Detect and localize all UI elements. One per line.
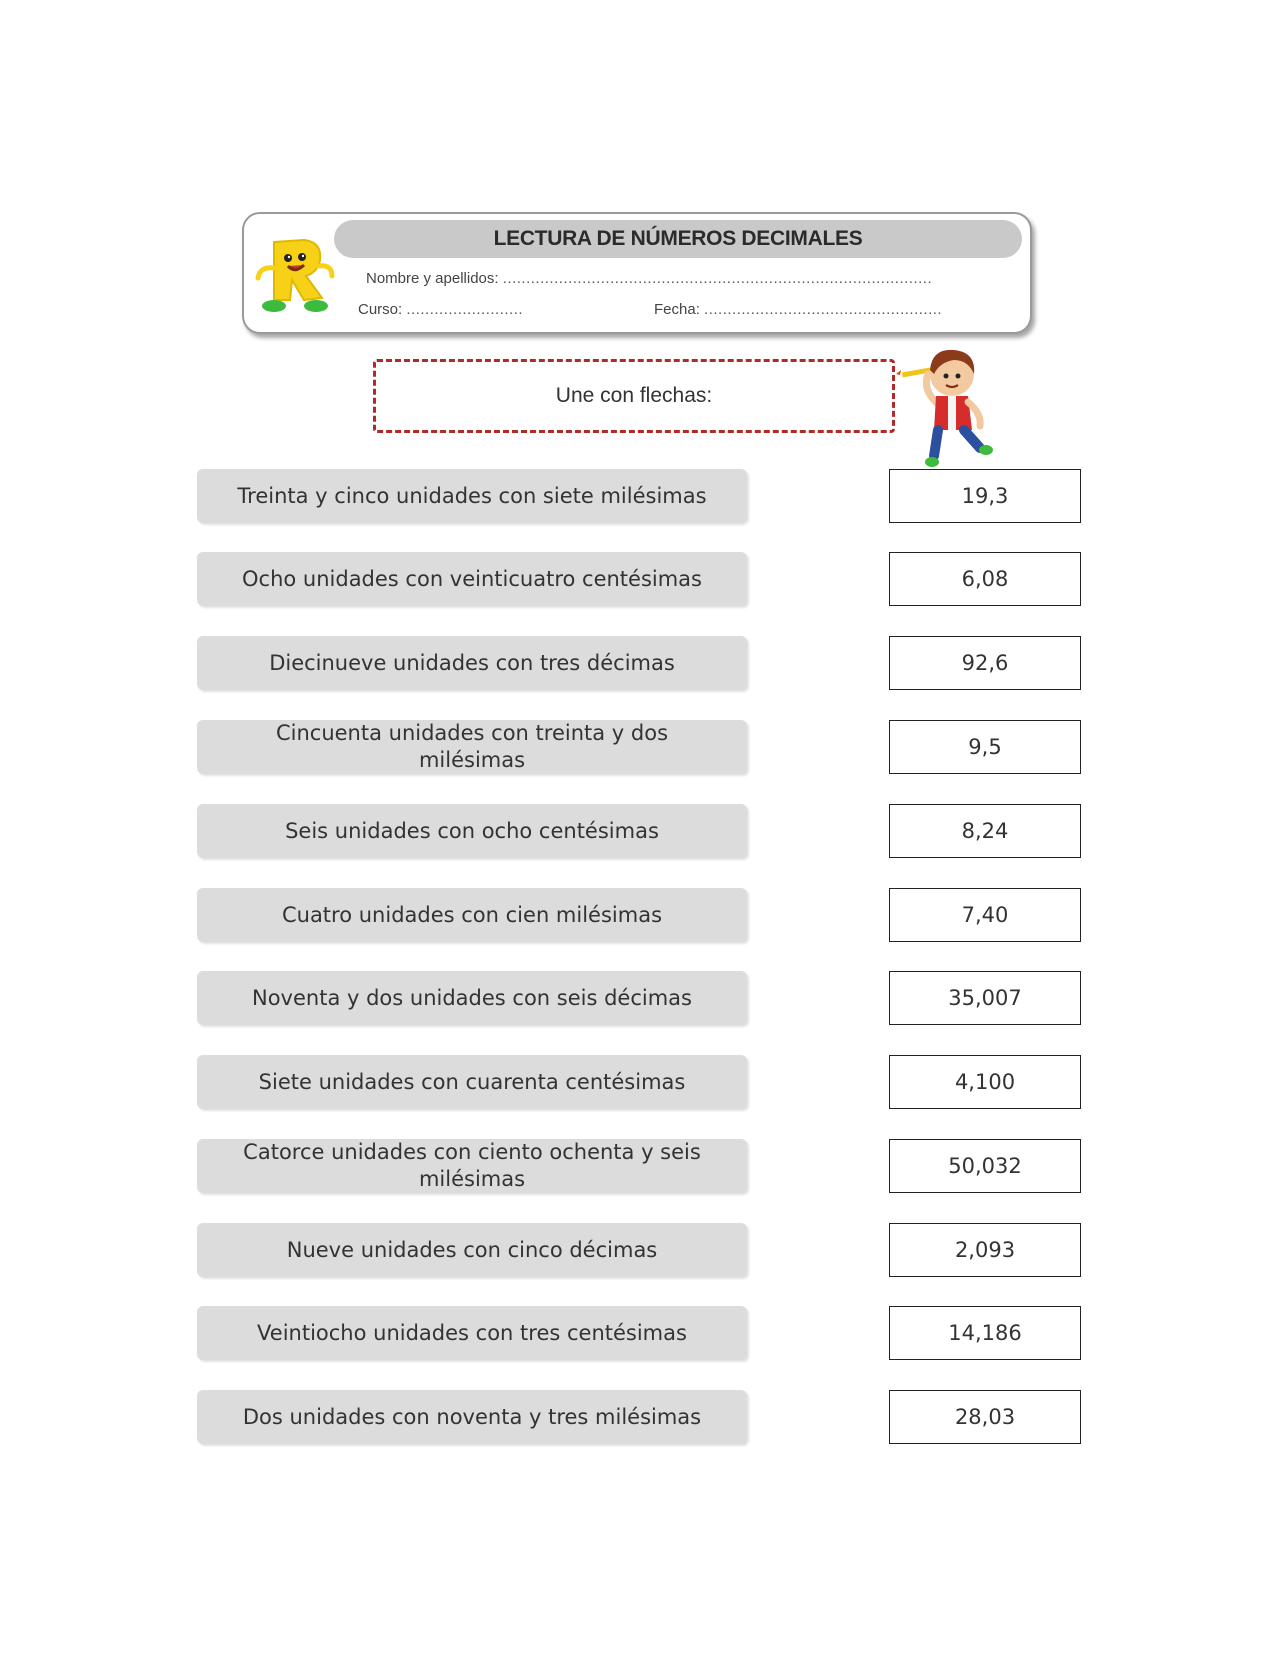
date-field bbox=[654, 301, 942, 318]
phrase-item[interactable]: Dos unidades con noventa y tres milésimas bbox=[197, 1390, 747, 1444]
number-item[interactable]: 9,5 bbox=[889, 720, 1081, 774]
course-field bbox=[358, 301, 523, 318]
name-label: Nombre y apellidos: bbox=[366, 270, 499, 287]
phrase-item[interactable]: Treinta y cinco unidades con siete milésimas bbox=[197, 469, 747, 523]
phrase-item[interactable]: Catorce unidades con ciento ochenta y seis milésimas bbox=[197, 1139, 747, 1193]
number-item[interactable]: 7,40 bbox=[889, 888, 1081, 942]
date-dots: ................................................... bbox=[704, 301, 943, 318]
worksheet-title: LECTURA DE NÚMEROS DECIMALES bbox=[334, 220, 1022, 258]
number-item[interactable]: 19,3 bbox=[889, 469, 1081, 523]
number-item[interactable]: 28,03 bbox=[889, 1390, 1081, 1444]
number-item[interactable]: 8,24 bbox=[889, 804, 1081, 858]
phrase-item[interactable]: Ocho unidades con veinticuatro centésimas bbox=[197, 552, 747, 606]
phrase-item[interactable]: Noventa y dos unidades con seis décimas bbox=[197, 971, 747, 1025]
phrase-item[interactable]: Seis unidades con ocho centésimas bbox=[197, 804, 747, 858]
phrase-item[interactable]: Siete unidades con cuarenta centésimas bbox=[197, 1055, 747, 1109]
letter-r-mascot-icon bbox=[252, 232, 336, 318]
number-item[interactable]: 35,007 bbox=[889, 971, 1081, 1025]
instruction-box bbox=[373, 359, 895, 433]
date-label: Fecha: bbox=[654, 301, 700, 318]
number-item[interactable]: 14,186 bbox=[889, 1306, 1081, 1360]
phrase-item[interactable]: Cuatro unidades con cien milésimas bbox=[197, 888, 747, 942]
course-label: Curso: bbox=[358, 301, 403, 318]
phrase-item[interactable]: Veintiocho unidades con tres centésimas bbox=[197, 1306, 747, 1360]
instruction-text: Une con flechas: bbox=[555, 384, 713, 407]
name-dots: ............................................................................................ bbox=[502, 270, 933, 287]
phrase-item[interactable]: Diecinueve unidades con tres décimas bbox=[197, 636, 747, 690]
number-item[interactable]: 4,100 bbox=[889, 1055, 1081, 1109]
number-item[interactable]: 6,08 bbox=[889, 552, 1081, 606]
header-card bbox=[242, 212, 1032, 334]
number-item[interactable]: 92,6 bbox=[889, 636, 1081, 690]
name-field bbox=[366, 270, 932, 287]
course-dots: ......................... bbox=[406, 301, 524, 318]
number-item[interactable]: 50,032 bbox=[889, 1139, 1081, 1193]
boy-with-pencil-icon bbox=[896, 344, 1006, 470]
number-item[interactable]: 2,093 bbox=[889, 1223, 1081, 1277]
phrase-item[interactable]: Nueve unidades con cinco décimas bbox=[197, 1223, 747, 1277]
phrase-item[interactable]: Cincuenta unidades con treinta y dos milésimas bbox=[197, 720, 747, 774]
